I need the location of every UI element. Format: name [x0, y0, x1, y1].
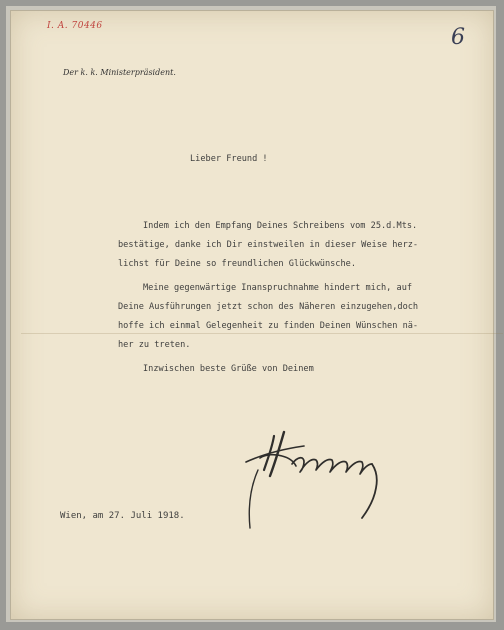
archive-reference: I. A. 70446 — [47, 21, 103, 31]
body-line: Meine gegenwärtige Inanspruchnahme hindert mich, auf — [143, 283, 413, 293]
body-line: Indem ich den Empfang Deines Schreibens vom 25.d.Mts. — [143, 221, 418, 231]
page-number: 6 — [451, 25, 465, 50]
body-line: Deine Ausführungen jetzt schon des Näheren einzugehen,doch — [118, 302, 419, 312]
paper-fold — [21, 333, 503, 334]
body-line: hoffe ich einmal Gelegenheit zu finden Deinen Wünschen nä- — [118, 321, 419, 331]
body-line: bestätige, danke ich Dir einstweilen in dieser Weise herz- — [118, 240, 419, 250]
letterhead: Der k. k. Ministerpräsident. — [63, 68, 176, 77]
closing-line: Inzwischen beste Grüße von Deinem — [143, 364, 314, 374]
salutation: Lieber Freund ! — [190, 154, 268, 164]
body-line: her zu treten. — [118, 340, 191, 350]
place-and-date: Wien, am 27. Juli 1918. — [60, 511, 185, 521]
handwritten-signature — [238, 418, 398, 548]
body-line: lichst für Deine so freundlichen Glückwünsche. — [118, 259, 356, 269]
